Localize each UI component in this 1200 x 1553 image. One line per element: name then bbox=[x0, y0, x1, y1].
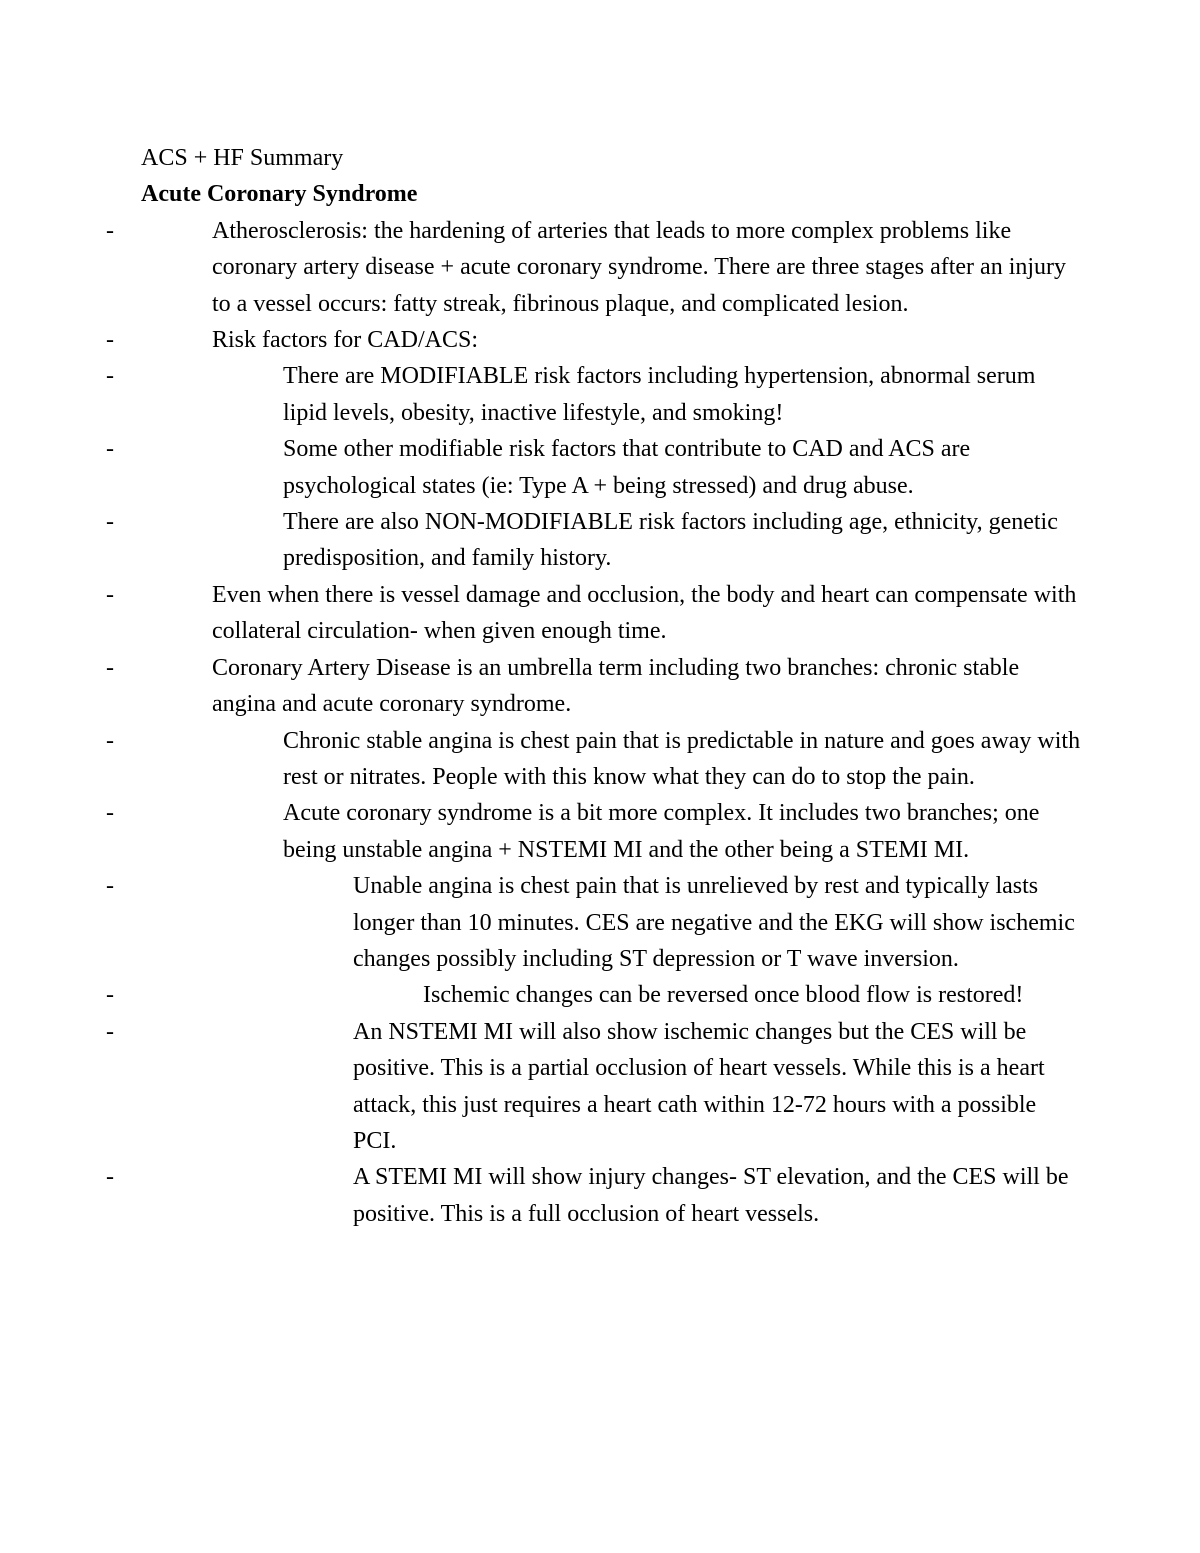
list-item-text: - Unable angina is chest pain that is unrelieved by rest and typically lasts longer than 10 minutes. CES are negative and the EKG will show ischemic changes possibly including ST depression or T wave inversion. bbox=[353, 873, 1075, 972]
list-item bbox=[141, 431, 1081, 504]
list-item bbox=[141, 577, 1081, 650]
document-title: ACS + HF Summary bbox=[141, 145, 344, 171]
list-item-text: - Some other modifiable risk factors that contribute to CAD and ACS are psychological states (ie: Type A + being stressed) and drug abuse. bbox=[283, 436, 971, 499]
list-item-text: - There are also NON-MODIFIABLE risk factors including age, ethnicity, genetic predisposition, and family history. bbox=[283, 509, 1058, 572]
list-item-text: - Chronic stable angina is chest pain that is predictable in nature and goes away with rest or nitrates. People with this know what they can do to stop the pain. bbox=[283, 727, 1081, 790]
list-item bbox=[141, 795, 1081, 868]
list-item-text: - Even when there is vessel damage and occlusion, the body and heart can compensate with collateral circulation- when given enough time. bbox=[212, 581, 1077, 645]
list-item bbox=[141, 868, 1081, 977]
bullet-list bbox=[141, 213, 1081, 1232]
list-item bbox=[141, 213, 1081, 322]
list-item-text: - An NSTEMI MI will also show ischemic changes but the CES will be positive. This is a partial occlusion of heart vessels. While this is a heart attack, this just requires a heart cath within 12-72 hours with a possible PCI. bbox=[353, 1018, 1045, 1154]
section-heading: Acute Coronary Syndrome bbox=[141, 181, 418, 208]
list-item-text: - A STEMI MI will show injury changes- ST elevation, and the CES will be positive. This is a full occlusion of heart vessels. bbox=[353, 1164, 1069, 1227]
list-item-text: - Ischemic changes can be reversed once blood flow is restored! bbox=[423, 982, 1024, 1009]
list-item-text: - Atherosclerosis: the hardening of arteries that leads to more complex problems like coronary artery disease + acute coronary syndrome. There are three stages after an injury to a vessel occurs: fatty streak, fibrinous plaque, and complicated lesion. bbox=[212, 217, 1067, 317]
list-item-text: - Coronary Artery Disease is an umbrella term including two branches: chronic stable angina and acute coronary syndrome. bbox=[212, 654, 1020, 718]
list-item bbox=[141, 723, 1081, 796]
list-item bbox=[141, 358, 1081, 431]
list-item bbox=[141, 322, 1081, 358]
document-body bbox=[141, 140, 1081, 1232]
list-item bbox=[141, 977, 1081, 1013]
list-item-text: - Risk factors for CAD/ACS: bbox=[212, 327, 478, 354]
list-item bbox=[141, 1014, 1081, 1160]
list-item-text: - Acute coronary syndrome is a bit more complex. It includes two branches; one being unstable angina + NSTEMI MI and the other being a STEMI MI. bbox=[283, 800, 1040, 863]
list-item bbox=[141, 650, 1081, 723]
list-item bbox=[141, 504, 1081, 577]
list-item-text: - There are MODIFIABLE risk factors including hypertension, abnormal serum lipid levels, obesity, inactive lifestyle, and smoking! bbox=[283, 363, 1036, 426]
list-item bbox=[141, 1159, 1081, 1232]
